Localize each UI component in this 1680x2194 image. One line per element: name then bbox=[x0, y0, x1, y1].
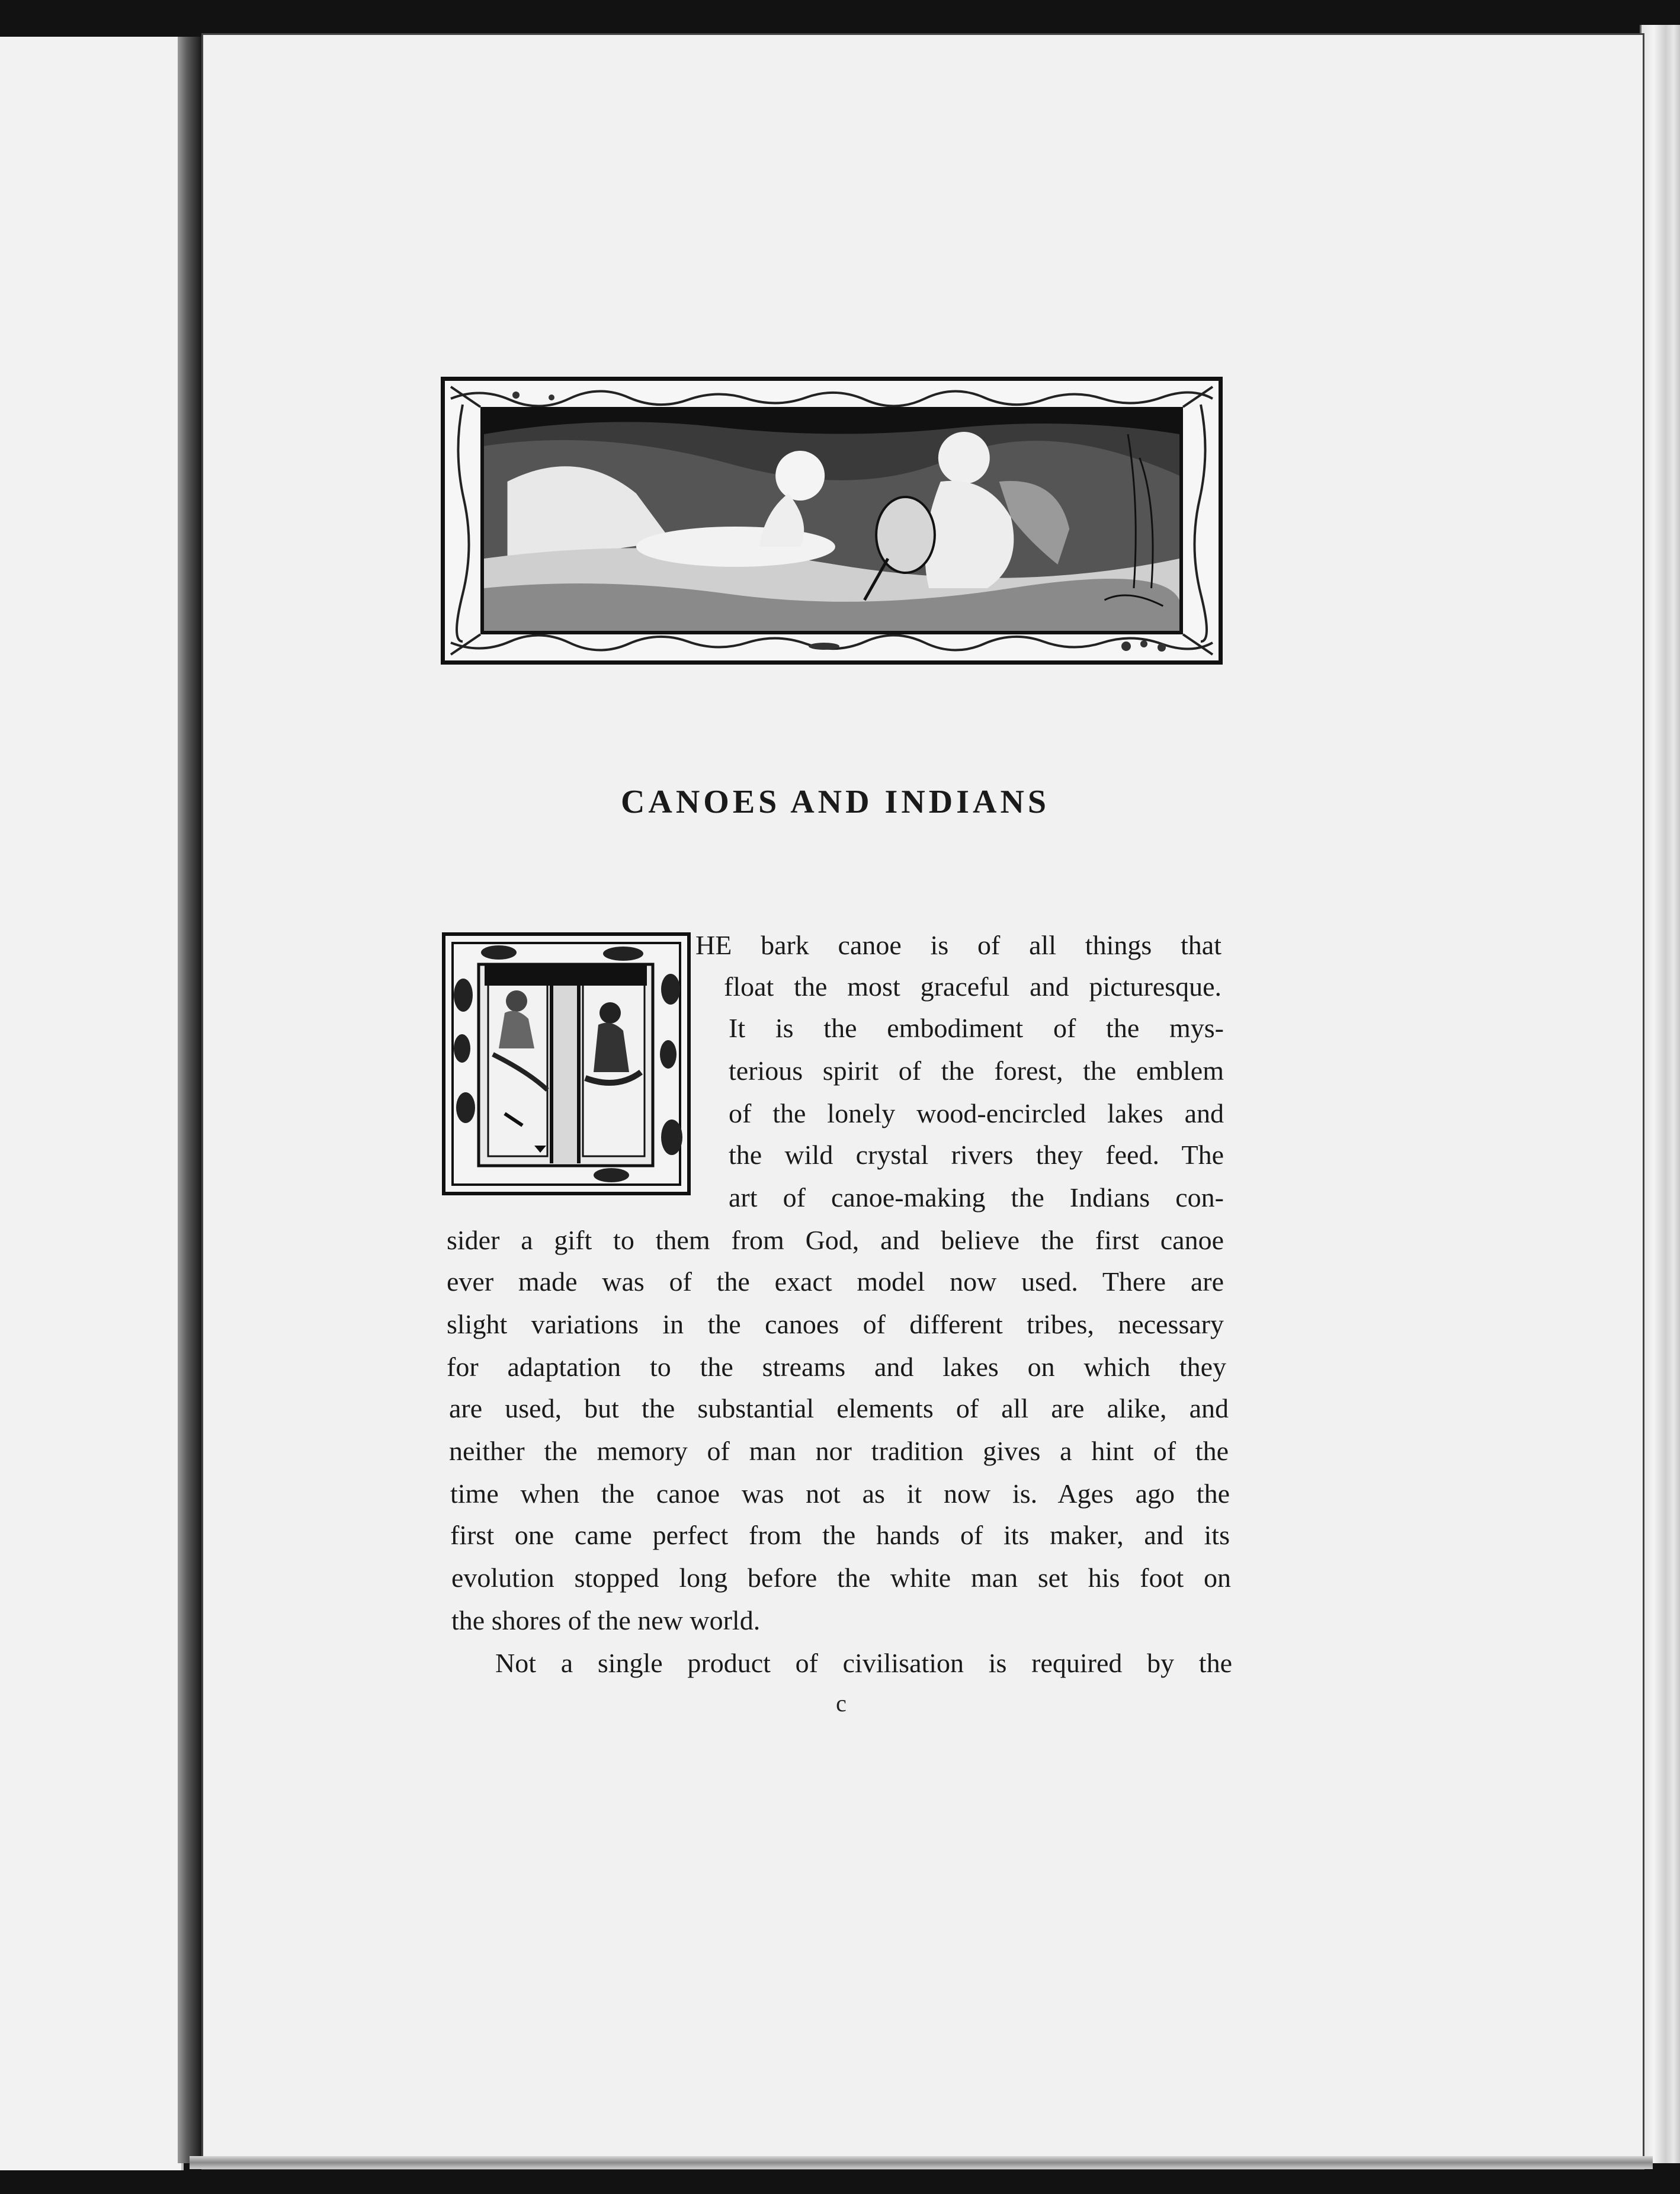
text-line: art of canoe-making the Indians con- bbox=[729, 1182, 1224, 1213]
text-line: evolution stopped long before the white man set his foot on bbox=[451, 1563, 1231, 1593]
facing-page bbox=[0, 37, 184, 2193]
text-line: of the lonely wood-encircled lakes and bbox=[729, 1098, 1224, 1128]
page-edge bbox=[1640, 25, 1680, 2163]
cherubs-by-water-scene bbox=[484, 410, 1179, 631]
text-line: time when the canoe was not as it now is. Ages ago the bbox=[450, 1478, 1230, 1509]
text-line: sider a gift to them from God, and believe the first canoe bbox=[447, 1225, 1224, 1255]
decorated-initial bbox=[442, 932, 691, 1195]
headpiece-illustration bbox=[441, 377, 1223, 665]
banner-scene bbox=[480, 407, 1183, 634]
text-line: neither the memory of man nor tradition gives a hint of the bbox=[449, 1436, 1229, 1466]
text-line: are used, but the substantial elements of all are alike, and bbox=[449, 1393, 1229, 1423]
page-signature: c bbox=[836, 1690, 847, 1717]
chapter-title: CANOES AND INDIANS bbox=[620, 784, 1050, 820]
text-line: terious spirit of the forest, the emblem bbox=[729, 1056, 1224, 1086]
text-line: for adaptation to the streams and lakes on which they bbox=[447, 1352, 1226, 1382]
text-line: ever made was of the exact model now used. There are bbox=[447, 1266, 1224, 1297]
text-line: Not a single product of civilisation is required by the bbox=[495, 1648, 1232, 1678]
text-line: HE bark canoe is of all things that bbox=[695, 930, 1221, 960]
text-line: slight variations in the canoes of different tribes, necessary bbox=[447, 1309, 1224, 1339]
text-line: the shores of the new world. bbox=[451, 1605, 761, 1635]
text-line: It is the embodiment of the mys- bbox=[729, 1013, 1224, 1043]
page-bottom-edge bbox=[190, 2156, 1653, 2169]
scan-border bbox=[0, 2170, 1680, 2194]
text-line: float the most graceful and picturesque. bbox=[724, 971, 1221, 1002]
text-line: first one came perfect from the hands of its maker, and its bbox=[450, 1520, 1230, 1550]
gutter-shadow bbox=[178, 37, 201, 2163]
text-line: the wild crystal rivers they feed. The bbox=[729, 1140, 1224, 1170]
initial-letter-illustration bbox=[445, 936, 687, 1192]
